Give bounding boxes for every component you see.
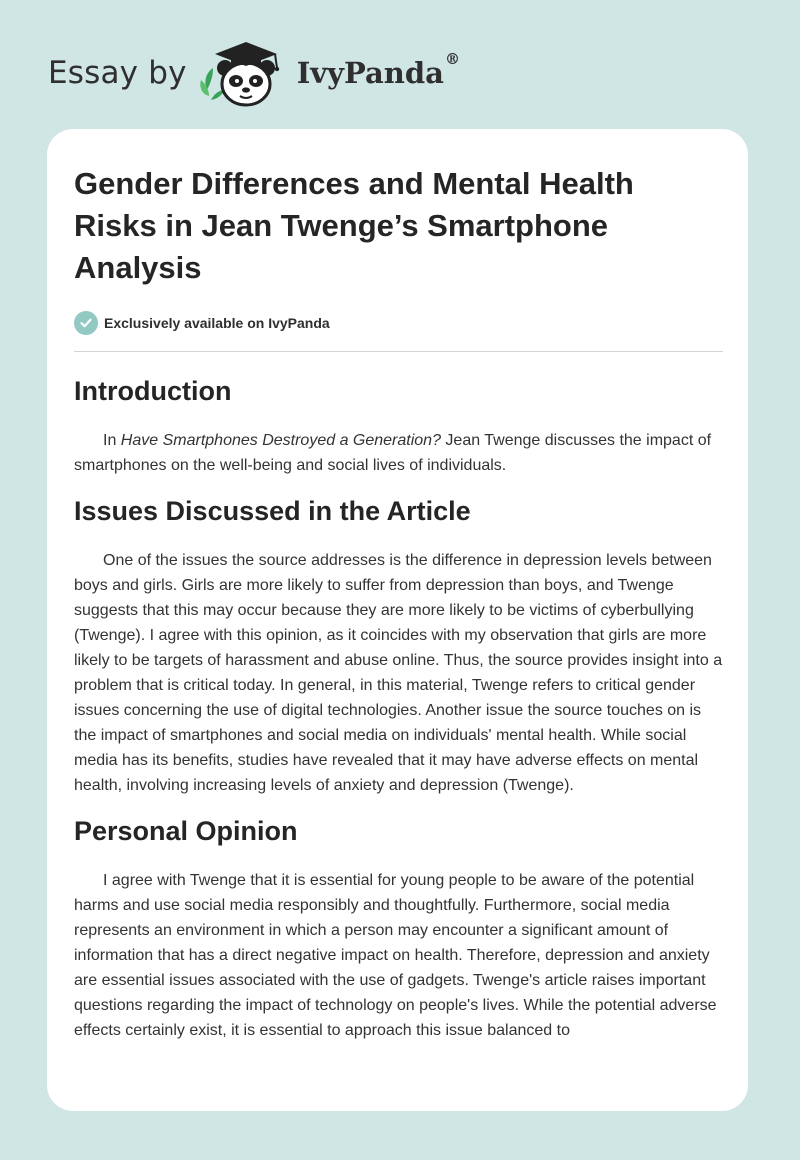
section-heading: Issues Discussed in the Article — [74, 496, 471, 526]
essay-card — [47, 129, 748, 1111]
section-paragraph: In Have Smartphones Destroyed a Generation? Jean Twenge discusses the impact of smartphones on the well-being and social lives of individuals. — [74, 432, 712, 474]
section-issues — [74, 494, 722, 798]
essay-title: Gender Differences and Mental Health Risks in Jean Twenge’s Smartphone Analysis — [74, 166, 634, 285]
section-heading: Personal Opinion — [74, 816, 298, 846]
essay-by-label: Essay by — [48, 55, 187, 91]
title-divider — [74, 351, 723, 352]
section-paragraph: I agree with Twenge that it is essential for young people to be aware of the potential harms and use social media responsibly and thoughtfully. Furthermore, social media represents an environment in which a person may encounter a significant amount of information that has a direct negative impact on health. Therefore, depression and anxiety are essential issues associated with the use of gadgets. Twenge's article raises important questions regarding the impact of technology on people's lives. While the potential adverse effects certainly exist, it is essential to approach this issue balanced to — [74, 872, 717, 1039]
exclusive-badge — [74, 311, 722, 335]
check-circle-icon — [74, 311, 98, 335]
panda-logo-icon[interactable] — [197, 38, 293, 108]
registered-mark: ® — [444, 50, 460, 68]
exclusive-badge-label: Exclusively available on IvyPanda — [104, 315, 330, 331]
cited-article-title: Have Smartphones Destroyed a Generation? — [120, 432, 441, 449]
section-paragraph: One of the issues the source addresses is the difference in depression levels between boys and girls. Girls are more likely to suffer from depression than boys, and Twenge suggests that this may occur because they are more likely to be victims of cyberbullying (Twenge). I agree with this opinion, as it coincides with my observation that girls are more likely to be targets of harassment and abuse online. Thus, the source provides insight into a problem that is critical today. In general, in this material, Twenge refers to critical gender issues concerning the use of digital technologies. Another issue the source touches on is the impact of smartphones and social media on individuals' mental health. While social media has its benefits, studies have revealed that it may have adverse effects on mental health, involving increasing levels of anxiety and depression (Twenge). — [74, 552, 723, 794]
section-heading: Introduction — [74, 376, 232, 406]
brand-name[interactable]: IvyPanda® — [296, 50, 460, 90]
site-header — [48, 38, 460, 108]
section-introduction — [74, 374, 722, 478]
section-personal-opinion — [74, 814, 722, 1043]
